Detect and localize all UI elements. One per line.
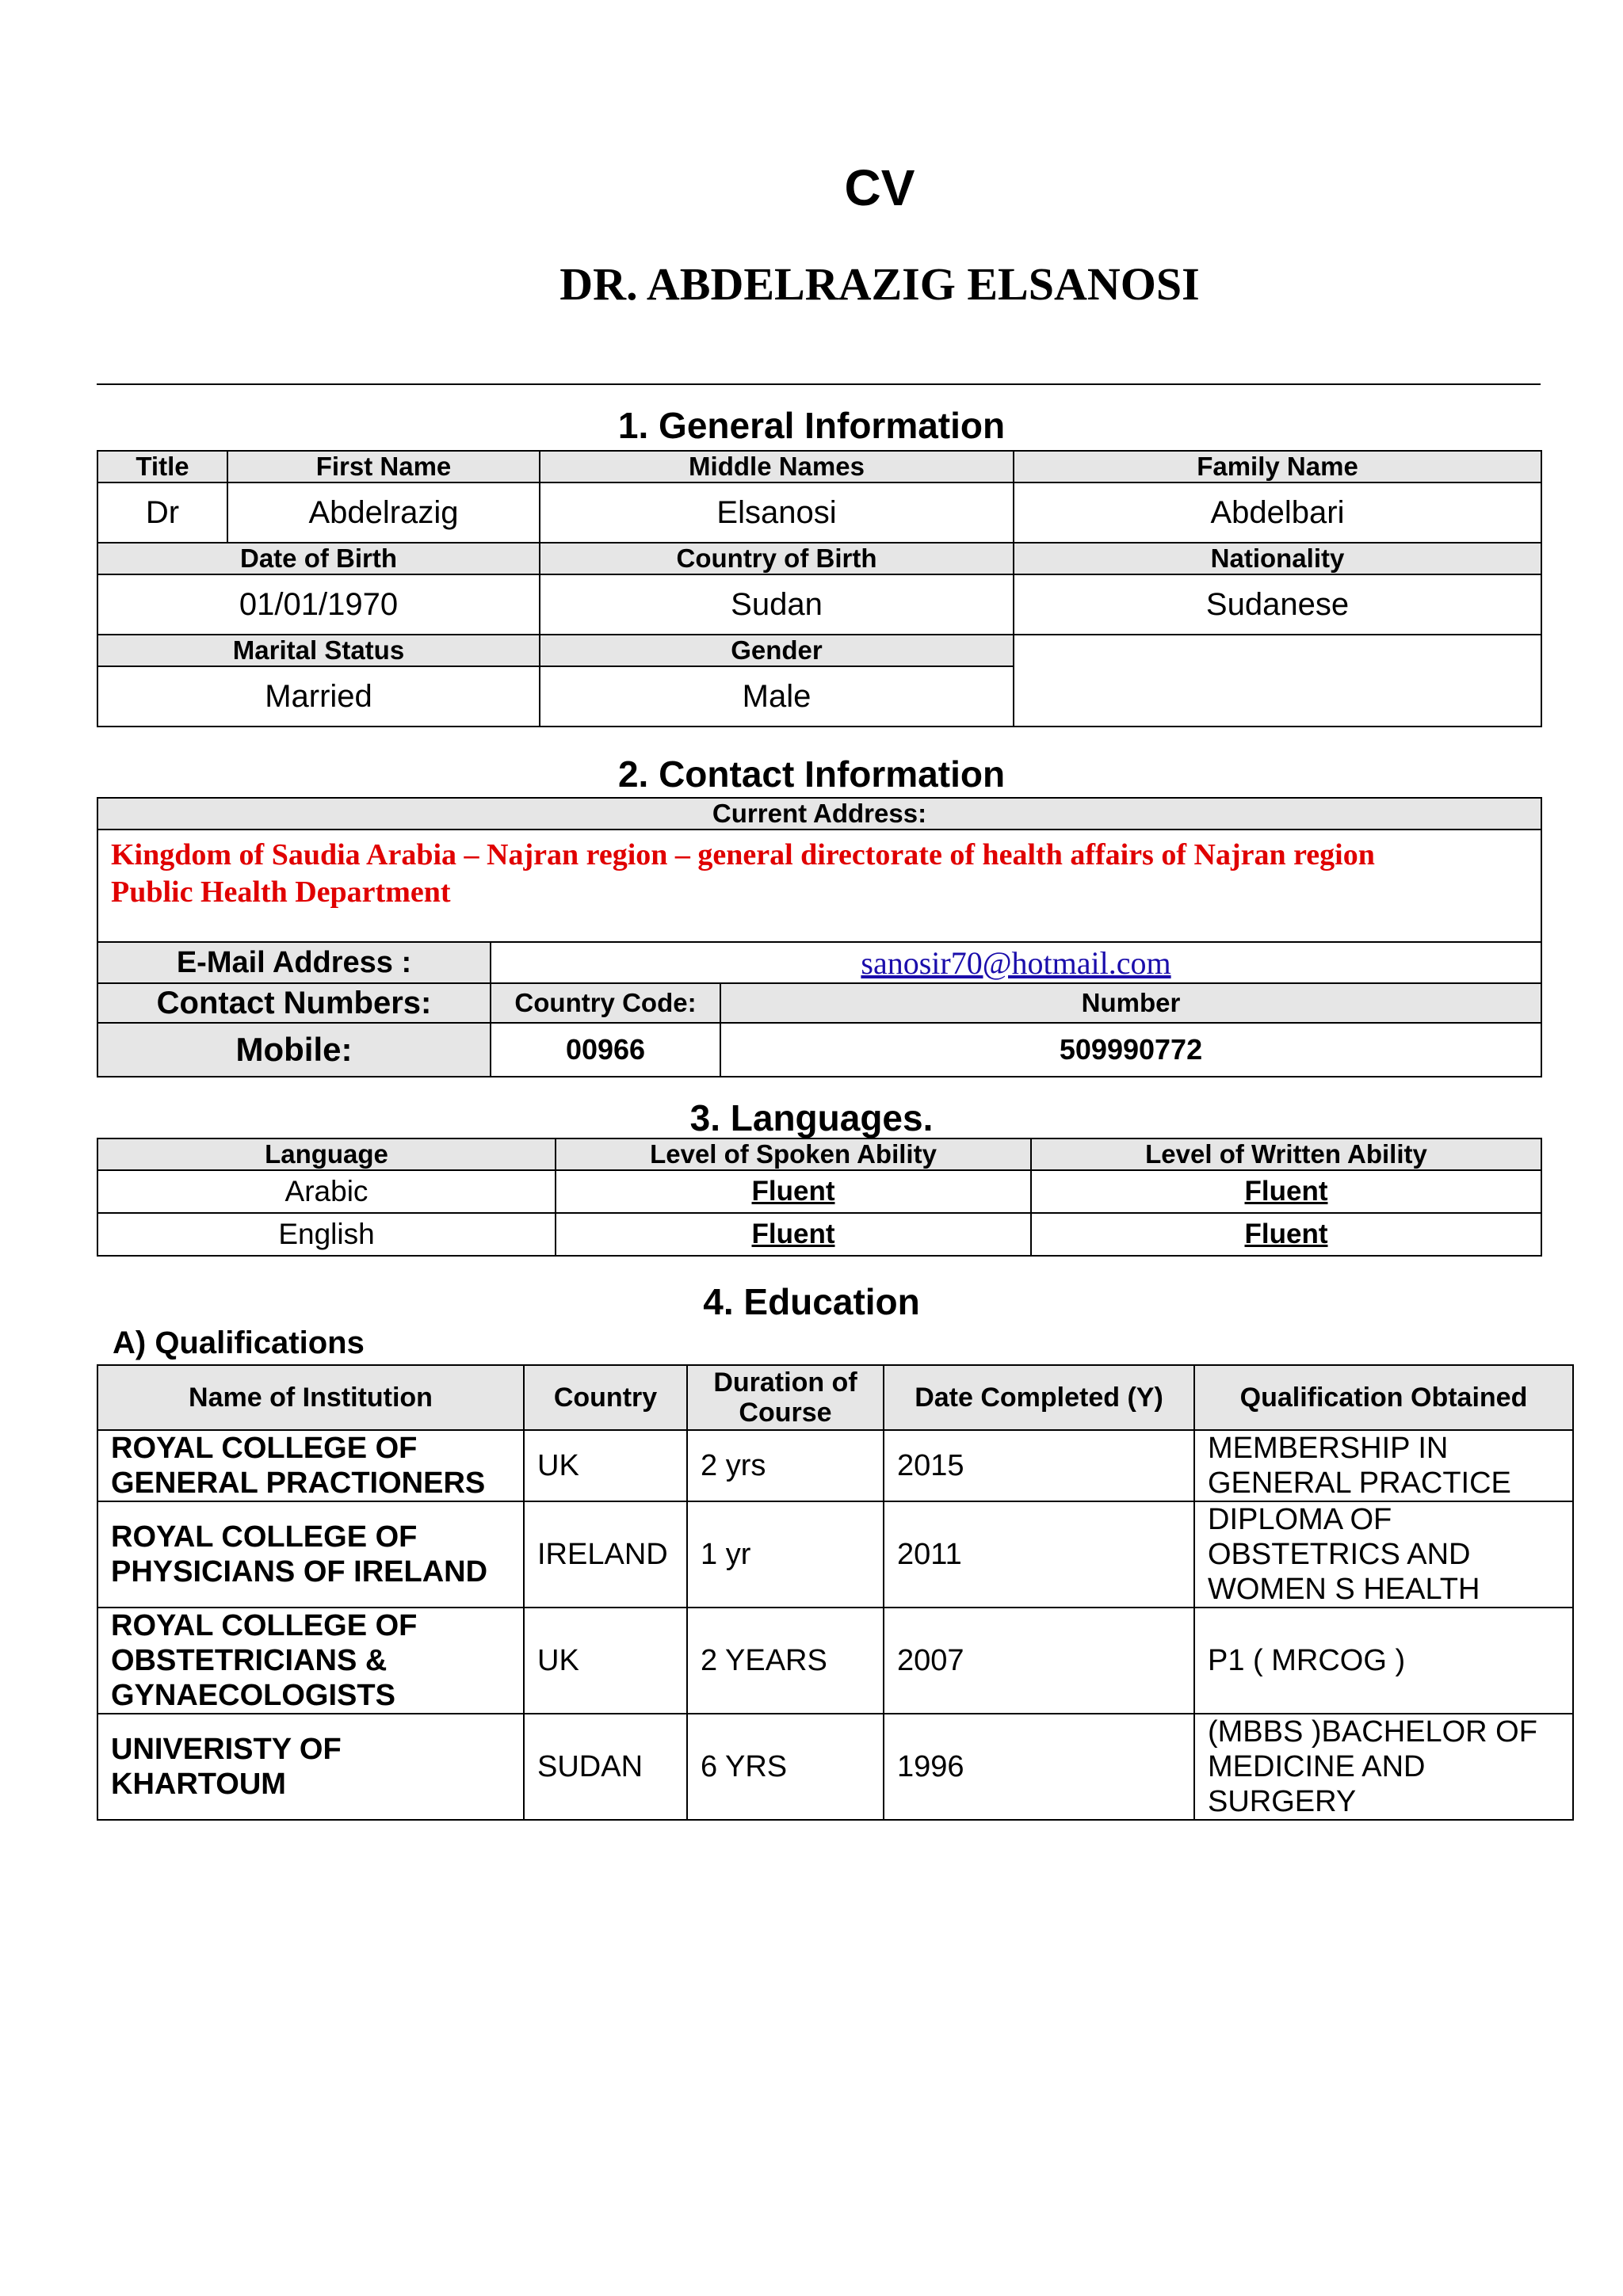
written-level: Fluent (1031, 1170, 1541, 1213)
number-label: Number (720, 983, 1541, 1023)
institution-header: Name of Institution (97, 1365, 524, 1430)
languages-table (97, 1138, 1542, 1257)
nationality-label: Nationality (1014, 543, 1541, 574)
document-title: CV (844, 159, 915, 216)
table-row (97, 1501, 1573, 1608)
duration-header: Duration of Course (687, 1365, 884, 1430)
table-row (97, 1608, 1573, 1714)
country-code-label: Country Code: (491, 983, 720, 1023)
email-link[interactable]: sanosir70@hotmail.com (861, 944, 1171, 981)
contact-info-heading: 2. Contact Information (617, 753, 1006, 795)
title-label: Title (97, 451, 227, 482)
country-header: Country (524, 1365, 687, 1430)
address-line-1: Kingdom of Saudia Arabia – Najran region – general directorate of health affairs of Najran region (111, 838, 1375, 871)
date-cell: 2007 (884, 1608, 1194, 1714)
qualifications-table (97, 1364, 1574, 1821)
title-value: Dr (97, 482, 227, 543)
mobile-label: Mobile: (97, 1023, 491, 1077)
language-header: Language (97, 1138, 556, 1170)
contact-numbers-label: Contact Numbers: (97, 983, 491, 1023)
marital-status-value: Married (97, 666, 540, 727)
language-row (97, 1213, 1541, 1256)
country-cell: UK (524, 1608, 687, 1714)
general-info-table (97, 450, 1542, 727)
country-code-value: 00966 (491, 1023, 720, 1077)
family-name-value: Abdelbari (1014, 482, 1541, 543)
country-of-birth-label: Country of Birth (540, 543, 1014, 574)
person-name: DR. ABDELRAZIG ELSANOSI (559, 258, 1200, 310)
nationality-value: Sudanese (1014, 574, 1541, 635)
qualification-header: Qualification Obtained (1194, 1365, 1573, 1430)
language-name: English (97, 1213, 556, 1256)
country-cell: SUDAN (524, 1714, 687, 1820)
gender-value: Male (540, 666, 1014, 727)
contact-info-table (97, 797, 1542, 1077)
first-name-value: Abdelrazig (227, 482, 540, 543)
qualifications-subheading: A) Qualifications (113, 1325, 365, 1360)
date-completed-header: Date Completed (Y) (884, 1365, 1194, 1430)
written-level: Fluent (1031, 1213, 1541, 1256)
header-divider (97, 383, 1541, 385)
empty-cell (1014, 635, 1541, 727)
table-row (97, 1714, 1573, 1820)
institution-cell: UNIVERISTY OF KHARTOUM (97, 1714, 524, 1820)
marital-status-label: Marital Status (97, 635, 540, 666)
dob-value: 01/01/1970 (97, 574, 540, 635)
date-cell: 2011 (884, 1501, 1194, 1608)
country-cell: UK (524, 1430, 687, 1501)
country-cell: IRELAND (524, 1501, 687, 1608)
duration-cell: 6 YRS (687, 1714, 884, 1820)
spoken-level: Fluent (556, 1213, 1031, 1256)
institution-cell: ROYAL COLLEGE OF OBSTETRICIANS & GYNAECOLOGISTS (97, 1608, 524, 1714)
general-info-heading: 1. General Information (617, 405, 1006, 446)
mobile-number-value: 509990772 (720, 1023, 1541, 1077)
duration-cell: 2 YEARS (687, 1608, 884, 1714)
current-address-value (97, 830, 1541, 942)
language-row (97, 1170, 1541, 1213)
languages-heading: 3. Languages. (689, 1097, 934, 1138)
email-label: E-Mail Address : (97, 942, 491, 983)
duration-cell: 1 yr (687, 1501, 884, 1608)
email-cell (491, 942, 1541, 983)
date-cell: 1996 (884, 1714, 1194, 1820)
dob-label: Date of Birth (97, 543, 540, 574)
spoken-ability-header: Level of Spoken Ability (556, 1138, 1031, 1170)
address-line-2: Public Health Department (111, 875, 451, 909)
table-row (97, 1430, 1573, 1501)
country-of-birth-value: Sudan (540, 574, 1014, 635)
first-name-label: First Name (227, 451, 540, 482)
gender-label: Gender (540, 635, 1014, 666)
date-cell: 2015 (884, 1430, 1194, 1501)
family-name-label: Family Name (1014, 451, 1541, 482)
institution-cell: ROYAL COLLEGE OF PHYSICIANS OF IRELAND (97, 1501, 524, 1608)
language-name: Arabic (97, 1170, 556, 1213)
qualification-cell: (MBBS )BACHELOR OF MEDICINE AND SURGERY (1194, 1714, 1573, 1820)
written-ability-header: Level of Written Ability (1031, 1138, 1541, 1170)
qualification-cell: DIPLOMA OF OBSTETRICS AND WOMEN S HEALTH (1194, 1501, 1573, 1608)
qualification-cell: MEMBERSHIP IN GENERAL PRACTICE (1194, 1430, 1573, 1501)
education-heading: 4. Education (703, 1281, 920, 1322)
duration-cell: 2 yrs (687, 1430, 884, 1501)
middle-names-label: Middle Names (540, 451, 1014, 482)
spoken-level: Fluent (556, 1170, 1031, 1213)
current-address-label: Current Address: (97, 798, 1541, 830)
institution-cell: ROYAL COLLEGE OF GENERAL PRACTIONERS (97, 1430, 524, 1501)
qualification-cell: P1 ( MRCOG ) (1194, 1608, 1573, 1714)
middle-names-value: Elsanosi (540, 482, 1014, 543)
